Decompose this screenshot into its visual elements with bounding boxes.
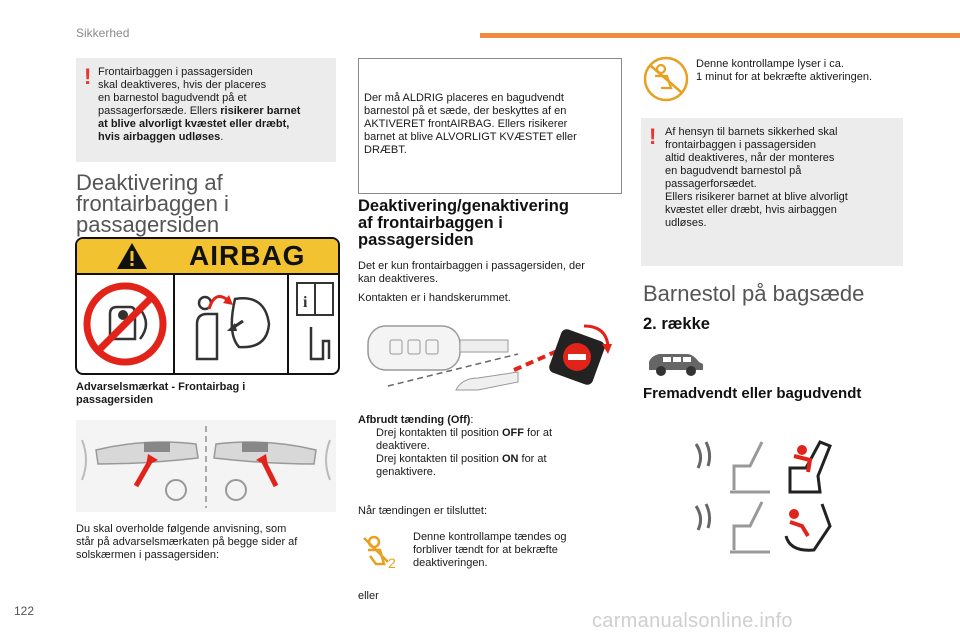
key-switch-illustration (358, 312, 620, 406)
bullet-marker (358, 427, 376, 440)
ignition-off-block: Afbrudt tænding (Off): Drej kontakten til position OFF for at deaktivere. Drej kontakten til position ON for at genaktivere. (358, 414, 553, 478)
or-text: eller (358, 590, 379, 602)
warning-exclamation-icon: ! (84, 64, 92, 89)
subheading-orientation: Fremadvendt eller bagudvendt (643, 385, 862, 402)
bullet-marker (358, 453, 376, 466)
manual-book-icon (293, 279, 337, 371)
no-rear-facing-seat-icon (80, 279, 170, 369)
subheading-second-row: 2. række (643, 315, 710, 333)
airbag-deploy-icon (177, 279, 285, 371)
lamp-on-text: Denne kontrollampe lyser i ca. 1 minut for at bekræfte aktiveringen. (696, 58, 873, 83)
header-accent-bar (480, 33, 960, 38)
warning-text-2: Af hensyn til barnets sikkerhed skal frontairbaggen i passagersiden altid deaktiveres, når der monteres en bagudvendt barnestol på passagerforsædet. Ellers risikerer barnet at blive alvorligt kvæstet eller dræbt, hvis airbaggen udløses. (665, 126, 848, 229)
ignition-on-text: Når tændingen er tilsluttet: (358, 505, 488, 517)
heading-rear-seat: Barnestol på bagsæde (643, 281, 865, 306)
svg-text:2: 2 (388, 555, 396, 571)
switch-location-text: Kontakten er i handskerummet. (358, 292, 511, 304)
heading-deactivation-reactivation: Deaktivering/genaktivering af frontairbaggen i passagersiden (358, 197, 569, 249)
airbag-on-warning-lamp-icon (643, 56, 689, 102)
intro-text: Det er kun frontairbaggen i passagersiden, der kan deaktiveres. (358, 260, 585, 285)
danger-notice-text: Der må ALDRIG placeres en bagudvendt barnestol på et sæde, der beskyttes af en AKTIVERET frontAIRBAG. Ellers risikerer barnet at blive ALVORLIGT KVÆSTET eller DRÆBT. (364, 92, 577, 156)
child-seat-rearward-illustration (690, 496, 840, 556)
warning-triangle-icon (115, 241, 149, 271)
site-watermark: carmanualsonline.info (592, 610, 793, 632)
lamp-off-text: Denne kontrollampe tændes og forbliver tændt for at bekræfte deaktiveringen. (413, 531, 567, 569)
airbag-banner-text: AIRBAG (189, 240, 306, 271)
label-caption: Advarselsmærkat - Frontairbag i passagersiden (76, 381, 246, 406)
child-seat-forward-illustration (690, 436, 840, 496)
vehicle-icon (645, 350, 707, 378)
airbag-off-warning-lamp-icon (360, 534, 404, 574)
heading-deactivation: Deaktivering af frontairbaggen i passagersiden (76, 170, 229, 237)
airbag-warning-label (75, 237, 340, 375)
section-title: Sikkerhed (76, 26, 130, 40)
page-number: 122 (14, 604, 35, 618)
sun-visor-illustration (76, 420, 336, 512)
label-note: Du skal overholde følgende anvisning, som står på advarselsmærkaten på begge sider af solskærmen i passagersiden: (76, 523, 298, 561)
svg-text:i: i (303, 294, 308, 311)
warning-exclamation-icon: ! (649, 124, 657, 149)
warning-text-1: Frontairbaggen i passagersiden skal deaktiveres, hvis der placeres en barnestol bagudvendt på et passagerforsæde. Ellers risikerer barnet at blive alvorligt kvæstet eller dræbt, hvis airbaggen udløses. (98, 66, 301, 143)
